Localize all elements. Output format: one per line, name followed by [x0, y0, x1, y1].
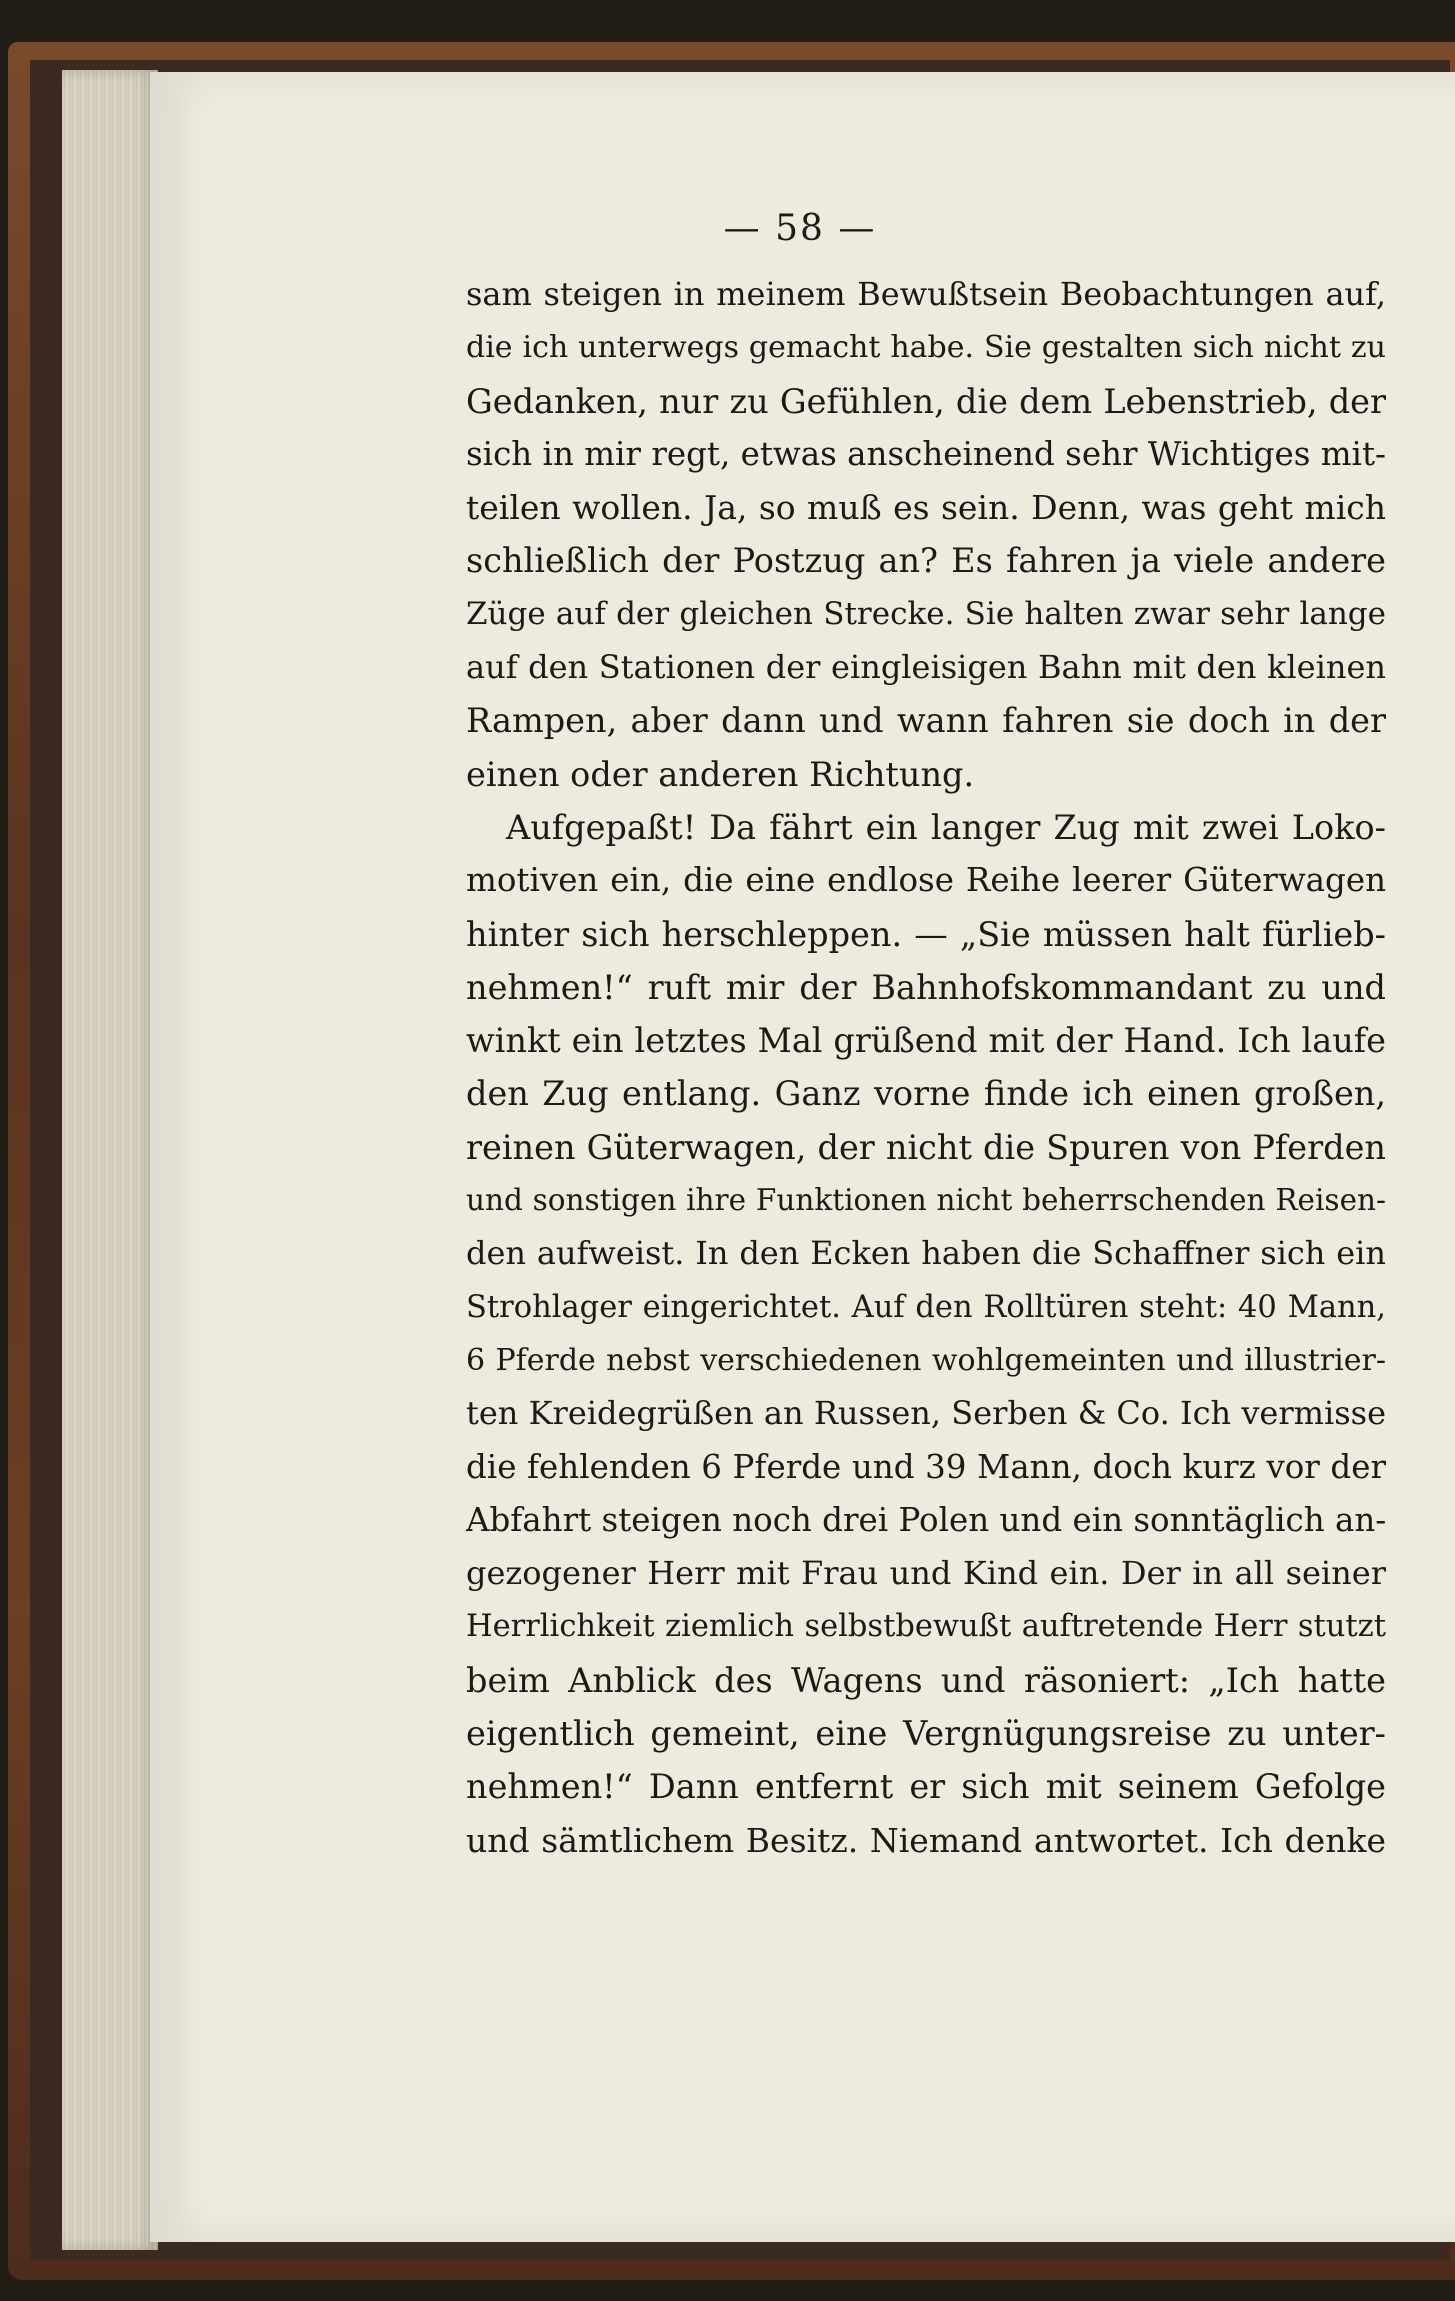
text-line: die fehlenden 6 Pferde und 39 Mann, doch kurz vor der	[466, 1447, 1386, 1486]
text-line: eigentlich gemeint, eine Vergnügungsreise zu unter-	[466, 1714, 1386, 1754]
text-line: Herrlichkeit ziemlich selbstbewußt auftretende Herr stutzt	[466, 1609, 1386, 1645]
text-line: Züge auf der gleichen Strecke. Sie halten zwar sehr lange	[466, 595, 1386, 632]
text-line: nehmen!“ ruft mir der Bahnhofskommandant zu und	[466, 967, 1386, 1007]
page-edges	[62, 70, 158, 2250]
text-line: ten Kreidegrüßen an Russen, Serben & Co. Ich vermisse	[466, 1394, 1386, 1433]
text-line: und sämtlichem Besitz. Niemand antwortet. Ich denke	[466, 1820, 1386, 1860]
text-line: motiven ein, die eine endlose Reihe leerer Güterwagen	[466, 861, 1386, 900]
text-line: Abfahrt steigen noch drei Polen und ein sonntäglich an-	[466, 1500, 1386, 1539]
text-line: die ich unterwegs gemacht habe. Sie gestalten sich nicht zu	[466, 330, 1386, 366]
text-line: gezogener Herr mit Frau und Kind ein. Der in all seiner	[466, 1554, 1386, 1593]
text-line: sam steigen in meinem Bewußtsein Beobachtungen auf,	[466, 275, 1386, 313]
text-line: teilen wollen. Ja, so muß es sein. Denn, was geht mich	[466, 488, 1386, 528]
text-line: Aufgepaßt! Da fährt ein langer Zug mit zwei Loko-	[506, 807, 1386, 847]
text-line: winkt ein letztes Mal grüßend mit der Hand. Ich laufe	[466, 1021, 1386, 1061]
text-line: den Zug entlang. Ganz vorne finde ich einen großen,	[466, 1074, 1386, 1114]
text-line: den aufweist. In den Ecken haben die Schaffner sich ein	[466, 1234, 1386, 1273]
text-line: sich in mir regt, etwas anscheinend sehr Wichtiges mit-	[466, 434, 1386, 473]
text-line: reinen Güterwagen, der nicht die Spuren von Pferden	[466, 1127, 1386, 1167]
text-line: schließlich der Postzug an? Es fahren ja viele andere	[466, 541, 1386, 581]
text-line: einen oder anderen Richtung.	[466, 754, 975, 794]
page-number: — 58 —	[723, 208, 877, 249]
text-line: auf den Stationen der eingleisigen Bahn mit den kleinen	[466, 648, 1386, 687]
text-line: nehmen!“ Dann entfernt er sich mit seinem Gefolge	[466, 1767, 1386, 1807]
text-line: und sonstigen ihre Funktionen nicht beherrschenden Reisen-	[466, 1183, 1386, 1218]
text-line: Rampen, aber dann und wann fahren sie doch in der	[466, 701, 1386, 741]
text-line: beim Anblick des Wagens und räsoniert: „Ich hatte	[466, 1660, 1386, 1700]
text-line: Strohlager eingerichtet. Auf den Rolltüren steht: 40 Mann,	[466, 1289, 1386, 1325]
text-line: Gedanken, nur zu Gefühlen, die dem Lebenstrieb, der	[466, 381, 1386, 421]
text-line: 6 Pferde nebst verschiedenen wohlgemeinten und illustrier-	[466, 1342, 1386, 1378]
text-line: hinter sich herschleppen. — „Sie müssen halt fürlieb-	[466, 914, 1386, 954]
body-text	[466, 268, 1386, 1867]
